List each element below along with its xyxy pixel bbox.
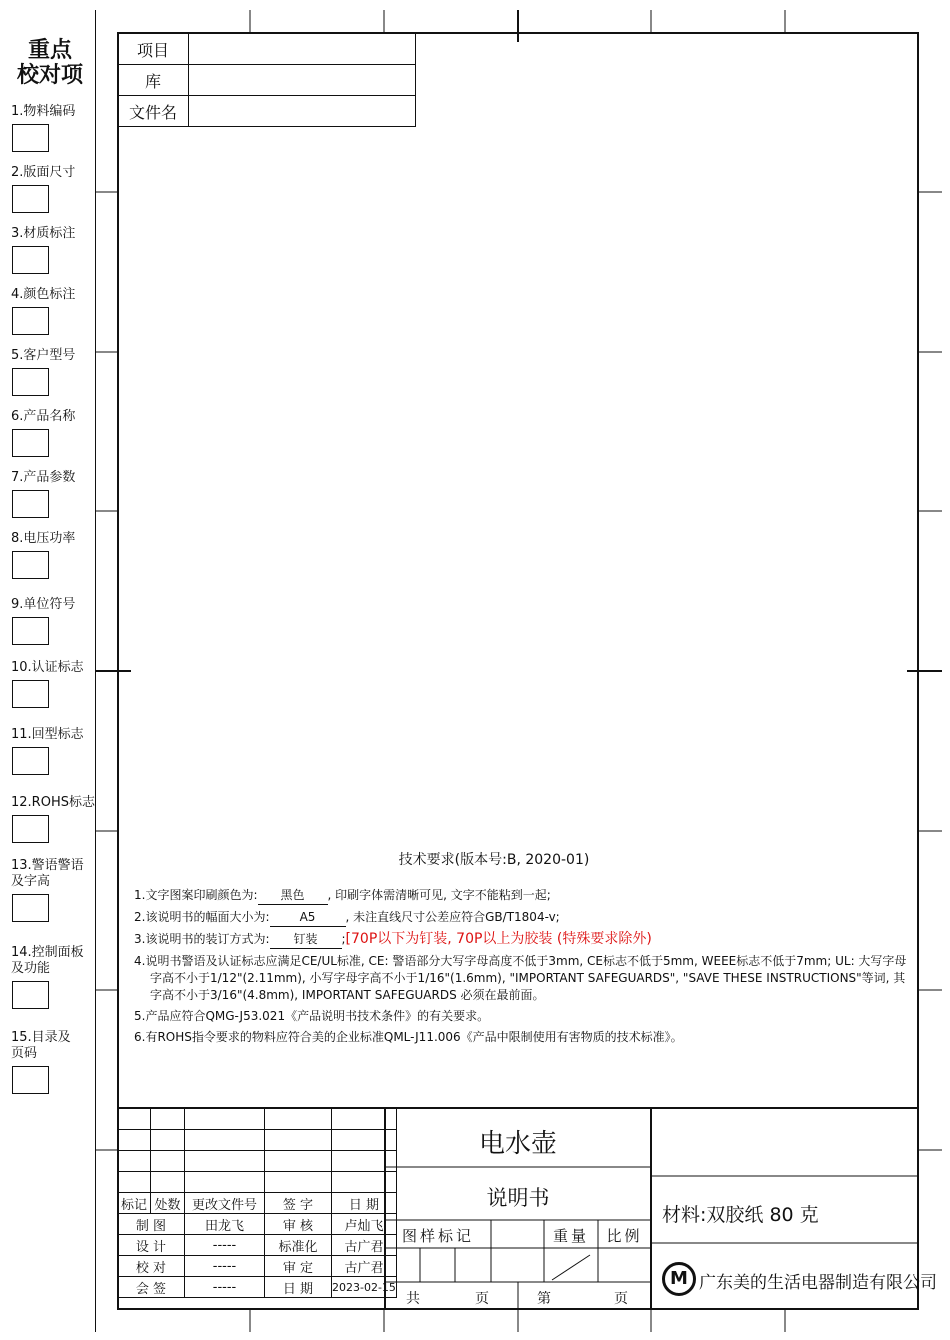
logo-letter: M: [670, 1268, 688, 1289]
tech-line-6: 6.有ROHS指令要求的物料应符合美的企业标准QML-J11.006《产品中限制使用有害物质的技术标准》。: [134, 1030, 683, 1044]
rev-header-mark: 标记: [118, 1193, 151, 1214]
rev-header-doc: 更改文件号: [185, 1193, 265, 1214]
sign-name: -----: [185, 1277, 265, 1298]
checklist-label: 8.电压功率: [11, 531, 76, 546]
material-spec: 材料:双胶纸 80 克: [662, 1204, 819, 1226]
sign-role2: 审 定: [265, 1256, 332, 1277]
sign-name: 田龙飞: [185, 1214, 265, 1235]
header-label: 库: [118, 65, 189, 96]
sign-role: 制 图: [118, 1214, 185, 1235]
tech-line-1-prefix: 1.文字图案印刷颜色为:: [134, 888, 258, 902]
checklist-label: 11.回型标志: [11, 727, 84, 742]
drawing-mark-label: 图样标记: [401, 1227, 474, 1245]
print-color-value: 黑色: [258, 887, 328, 905]
checklist-title: 重点 校对项: [16, 38, 83, 88]
checklist-label: 4.颜色标注: [11, 287, 76, 302]
document-type: 说明书: [486, 1186, 550, 1210]
sign-role: 校 对: [118, 1256, 185, 1277]
product-name: 电水壶: [478, 1129, 557, 1159]
sign-role2: 标准化: [265, 1235, 332, 1256]
total-label: 共: [406, 1291, 420, 1307]
tech-line-4: 4.说明书警语及认证标志应满足CE/UL标准, CE: 警语部分大写字母高度不低于3mm, CE标志不低于5mm, WEEE标志不低于7mm; UL: 大写字母字高不小于1/12"(2.11mm), 小写字母字高不小于1/16"(1.6mm), "IMPORTANT SAFEGUARDS", "SAVE THESE INSTRUCTIONS"等词, 其字高不小于3/16"(4.8mm), IMPORTANT SAFEGUARDS 必须在最前面。: [134, 954, 907, 1002]
scale-label: 比例: [606, 1227, 643, 1245]
header-label: 文件名: [118, 96, 189, 127]
checklist-label: 12.ROHS标志: [11, 795, 95, 810]
checklist-label: 6.产品名称: [11, 409, 76, 424]
checklist-label: 9.单位符号: [11, 597, 76, 612]
tech-line-3-prefix: 3.该说明书的装订方式为:: [134, 932, 270, 946]
checklist-label: 1.物料编码: [11, 104, 76, 119]
header-label: 项目: [118, 34, 189, 65]
page-size-value: A5: [270, 909, 346, 927]
checklist-label: 2.版面尺寸: [11, 165, 76, 180]
tech-line-3-sep: ;: [341, 932, 346, 946]
rev-header-sign: 签 字: [265, 1193, 332, 1214]
sign-name2: 卢灿飞: [332, 1214, 397, 1235]
checklist-label: 13.警语警语 及字高: [11, 858, 84, 889]
page-label: 页: [475, 1291, 489, 1307]
checklist-label: 3.材质标注: [11, 226, 76, 241]
company-name: 广东美的生活电器制造有限公司: [699, 1273, 937, 1293]
sign-name2: 2023-02-15: [332, 1277, 397, 1298]
sign-role2: 审 核: [265, 1214, 332, 1235]
rev-header-date: 日 期: [332, 1193, 397, 1214]
tech-line-2-prefix: 2.该说明书的幅面大小为:: [134, 910, 270, 924]
binding-note: [70P以下为钉装, 70P以上为胶装 (特殊要求除外): [345, 931, 652, 947]
tech-line-1-suffix: , 印刷字体需清晰可见, 文字不能粘到一起;: [327, 888, 551, 902]
tech-title: 技术要求(版本号:B, 2020-01): [398, 852, 590, 868]
midea-logo-icon: [662, 1262, 696, 1296]
checklist-label: 14.控制面板 及功能: [11, 945, 84, 976]
checklist-label: 15.目录及 页码: [11, 1030, 71, 1061]
sign-role: 设 计: [118, 1235, 185, 1256]
sign-role: 会 签: [118, 1277, 185, 1298]
checklist-label: 5.客户型号: [11, 348, 76, 363]
sign-name2: 古广君: [332, 1256, 397, 1277]
rev-header-count: 处数: [151, 1193, 185, 1214]
sheet-page-label: 页: [614, 1291, 628, 1307]
sign-name: -----: [185, 1256, 265, 1277]
sign-name2: 古广君: [332, 1235, 397, 1256]
checklist-label: 7.产品参数: [11, 470, 76, 485]
sign-name: -----: [185, 1235, 265, 1256]
checklist-label: 10.认证标志: [11, 660, 84, 675]
sheet-label: 第: [537, 1291, 551, 1307]
sign-role2: 日 期: [265, 1277, 332, 1298]
tech-line-2-suffix: , 未注直线尺寸公差应符合GB/T1804-v;: [345, 910, 560, 924]
tech-line-5: 5.产品应符合QMG-J53.021《产品说明书技术条件》的有关要求。: [134, 1009, 490, 1023]
weight-label: 重量: [552, 1227, 589, 1245]
binding-value: 钉装: [270, 931, 342, 949]
